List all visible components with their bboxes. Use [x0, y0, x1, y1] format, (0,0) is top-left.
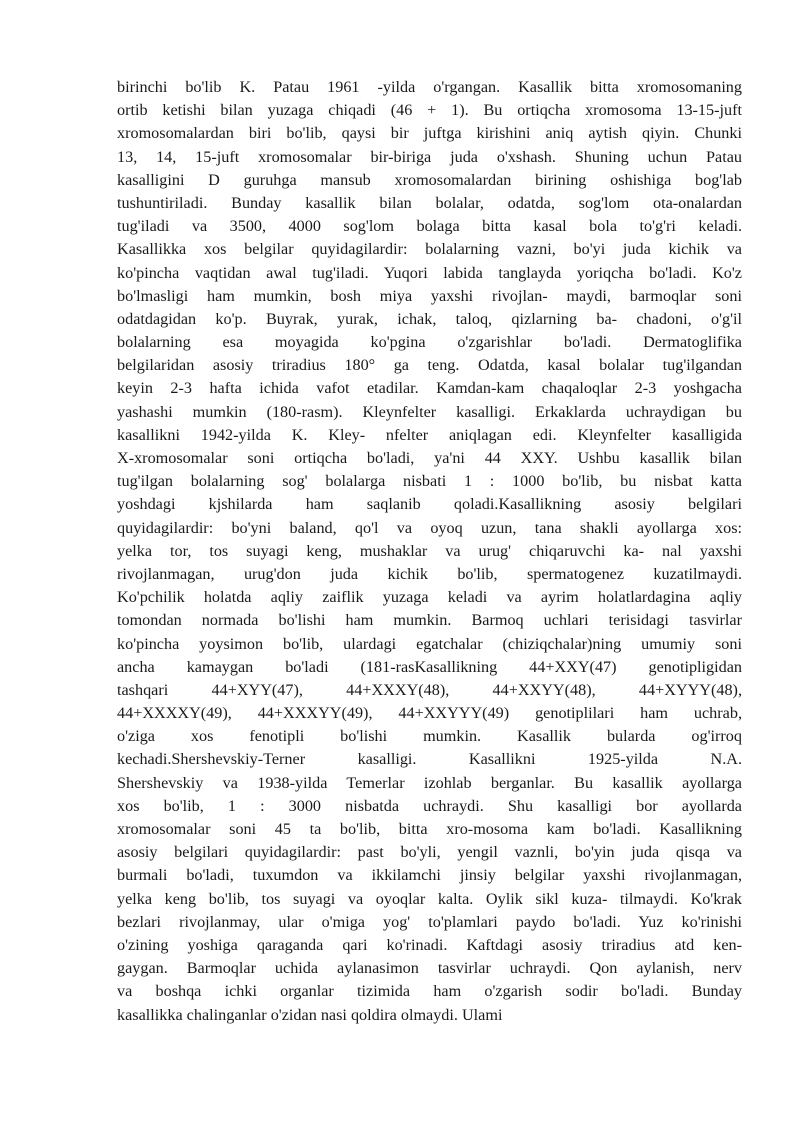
text-line: bezlari rivojlanmay, ular o'miga yog' to'plamlari paydo bo'ladi. Yuz ko'rinishi [117, 912, 742, 931]
text-line: va boshqa ichki organlar tizimida ham o'zgarish sodir bo'ladi. Bunday [117, 982, 742, 1001]
text-line: o'zining yoshiga qaraganda qari ko'rinadi. Kaftdagi asosiy triradius atd ken- [117, 935, 742, 954]
text-line: yelka tor, tos suyagi keng, mushaklar va urug' chiqaruvchi ka- nal yaxshi [117, 541, 742, 560]
text-line: keyin 2-3 hafta ichida vafot etadilar. Kamdan-kam chaqaloqlar 2-3 yoshgacha [117, 379, 742, 398]
text-line: Ko'pchilik holatda aqliy zaiflik yuzaga keladi va ayrim holatlardagina aqliy [117, 588, 742, 607]
text-line: ko'pincha yoysimon bo'lib, ulardagi egatchalar (chiziqchalar)ning umumiy soni [117, 634, 742, 653]
text-line: tushuntiriladi. Bunday kasallik bilan bolalar, odatda, sog'lom ota-onalardan [117, 193, 742, 212]
text-line: yelka keng bo'lib, tos suyagi va oyoqlar kalta. Oylik sikl kuza- tilmaydi. Ko'krak [117, 889, 742, 908]
text-line: xromosomalar soni 45 ta bo'lib, bitta xro-mosoma kam bo'ladi. Kasallikning [117, 820, 742, 838]
text-line-last: kasallikka chalinganlar o'zidan nasi qoldira olmaydi. Ulami [117, 1005, 503, 1024]
text-line: gaygan. Barmoqlar uchida aylanasimon tasvirlar uchraydi. Qon aylanish, nerv [117, 959, 742, 978]
text-line: xos bo'lib, 1 : 3000 nisbatda uchraydi. Shu kasalligi bor ayollarda [117, 796, 742, 815]
text-line: ko'pincha vaqtidan awal tug'iladi. Yuqori labida tanglayda yoriqcha bo'ladi. Ko'z [117, 263, 742, 282]
text-line: birinchi bo'lib K. Patau 1961 -yilda o'rgangan. Kasallik bitta xromosomaning [117, 78, 742, 96]
text-line: belgilaridan asosiy triradius 180° ga teng. Odatda, kasal bolalar tug'ilgandan [117, 356, 742, 375]
text-line: tomondan normada bo'lishi ham mumkin. Barmoq uchlari terisidagi tasvirlar [117, 611, 742, 630]
text-line: bolalarning esa moyagida ko'pgina o'zgarishlar bo'ladi. Dermatoglifika [117, 333, 742, 352]
text-line: 44+XXXXY(49), 44+XXXYY(49), 44+XXYYY(49) genotiplilari ham uchrab, [117, 704, 742, 723]
text-line: ortib ketishi bilan yuzaga chiqadi (46 + 1). Bu ortiqcha xromosoma 13-15-juft [117, 101, 742, 120]
text-line: o'ziga xos fenotipli bo'lishi mumkin. Kasallik bularda og'irroq [117, 727, 742, 746]
text-line: odatdagidan ko'p. Buyrak, yurak, ichak, taloq, qizlarning ba- chadoni, o'g'il [117, 309, 742, 328]
text-line: bo'lmasligi ham mumkin, bosh miya yaxshi rivojlan- maydi, barmoqlar soni [117, 286, 742, 305]
text-line: rivojlanmagan, urug'don juda kichik bo'lib, spermatogenez kuzatilmaydi. [117, 564, 742, 583]
text-line: tashqari 44+XYY(47), 44+XXXY(48), 44+XXYY(48), 44+XYYY(48), [117, 680, 742, 699]
text-line: quyidagilardir: bo'yni baland, qo'l va oyoq uzun, tana shakli ayollarga xos: [117, 518, 742, 537]
text-line: xromosomalardan biri bo'lib, qaysi bir juftga kirishini aniq aytish qiyin. Chunki [117, 124, 742, 143]
text-line: 13, 14, 15-juft xromosomalar bir-biriga juda o'xshash. Shuning uchun Patau [117, 147, 742, 166]
text-line: Shershevskiy va 1938-yilda Temerlar izohlab berganlar. Bu kasallik ayollarga [117, 773, 742, 792]
text-line: Kasallikka xos belgilar quyidagilardir: bolalarning vazni, bo'yi juda kichik va [117, 240, 742, 259]
text-line: kasalligini D guruhga mansub xromosomalardan birining oshishiga bog'lab [117, 170, 742, 189]
text-line: X-xromosomalar soni ortiqcha bo'ladi, ya'ni 44 XXY. Ushbu kasallik bilan [117, 449, 742, 467]
text-line: asosiy belgilari quyidagilardir: past bo'yli, yengil vaznli, bo'yin juda qisqa va [117, 843, 742, 862]
document-page [117, 76, 742, 1027]
text-line: yoshdagi kjshilarda ham saqlanib qoladi.Kasallikning asosiy belgilari [117, 495, 742, 514]
text-line: tug'iladi va 3500, 4000 sog'lom bolaga bitta kasal bola to'g'ri keladi. [117, 217, 742, 236]
text-line: yashashi mumkin (180-rasm). Kleynfelter kasalligi. Erkaklarda uchraydigan bu [117, 402, 742, 421]
text-line: ancha kamaygan bo'ladi (181-rasKasallikning 44+XXY(47) genotipligidan [117, 657, 742, 676]
text-line: kechadi.Shershevskiy-Terner kasalligi. Kasallikni 1925-yilda N.A. [117, 750, 742, 769]
text-line: kasallikni 1942-yilda K. Kley- nfelter aniqlagan edi. Kleynfelter kasalligida [117, 425, 742, 444]
text-line: tug'ilgan bolalarning sog' bolalarga nisbati 1 : 1000 bo'lib, bu nisbat katta [117, 472, 742, 491]
text-line: burmali bo'ladi, tuxumdon va ikkilamchi jinsiy belgilar yaxshi rivojlanmagan, [117, 866, 742, 885]
